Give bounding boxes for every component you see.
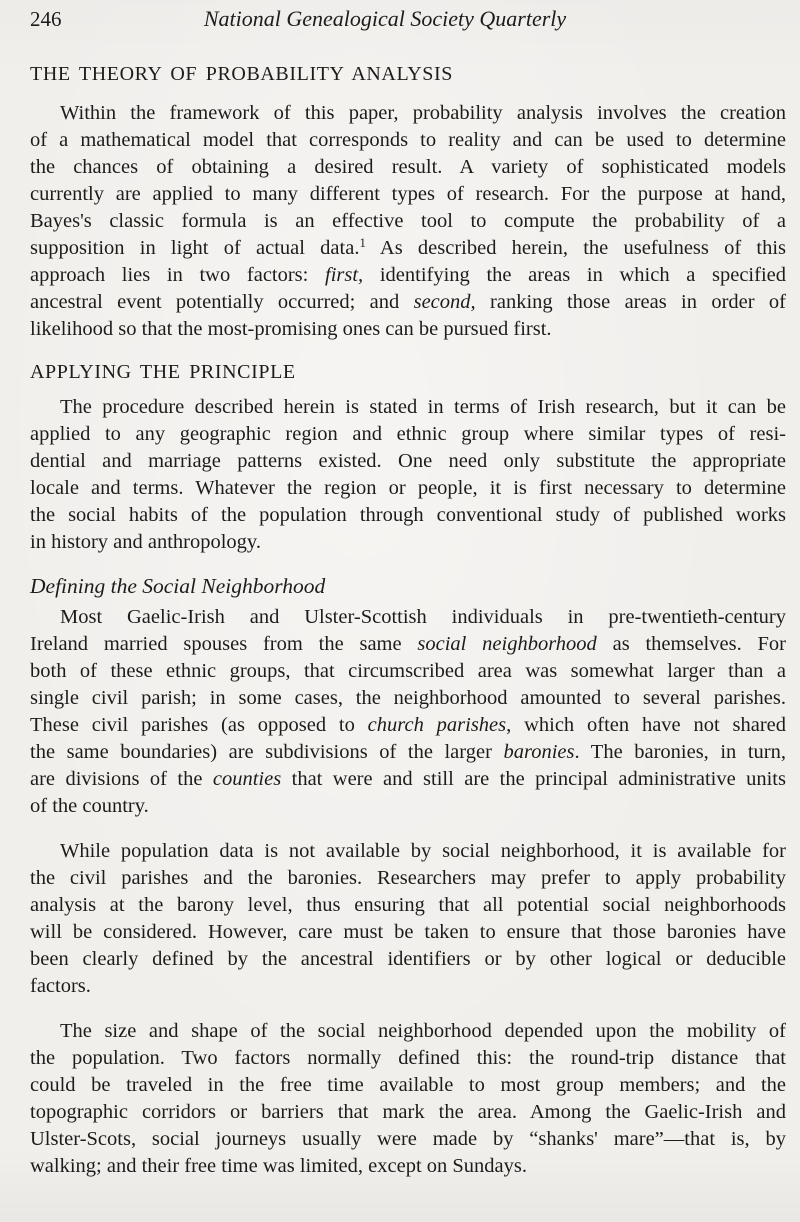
running-head (30, 6, 786, 34)
text-line: the same boundaries) are subdivisions of the larger baronies. The baronies, in turn, (30, 741, 786, 763)
text-line: The procedure described herein is stated in terms of Irish research, but it can be (60, 396, 786, 418)
page-number: 246 (30, 7, 62, 31)
text-line: both of these ethnic groups, that circumscribed area was somewhat larger than a (30, 660, 786, 682)
text-line: These civil parishes (as opposed to church parishes, which often have not shared (30, 714, 786, 736)
text-line: been clearly defined by the ancestral identifiers or by other logical or deducible (30, 948, 786, 970)
paragraph (30, 394, 786, 556)
text-line: topographic corridors or barriers that mark the area. Among the Gaelic-Irish and (30, 1101, 786, 1123)
text-line: Ireland married spouses from the same social neighborhood as themselves. For (30, 633, 786, 655)
article-column (30, 6, 786, 1180)
text-line: dential and marriage patterns existed. One need only substitute the appropriate (30, 450, 786, 472)
text-line: applied to any geographic region and ethnic group where similar types of resi- (30, 423, 786, 445)
text-line: Ulster-Scots, social journeys usually were made by “shanks' mare”—that is, by (30, 1128, 786, 1150)
text-line: the population. Two factors normally defined this: the round-trip distance that (30, 1047, 786, 1069)
text-line: could be traveled in the free time available to most group members; and the (30, 1074, 786, 1096)
paragraph (30, 604, 786, 820)
text-line: analysis at the barony level, thus ensuring that all potential social neighborhoods (30, 894, 786, 916)
text-line: of the country. (30, 795, 149, 817)
text-line: supposition in light of actual data.$^1$ As described herein, the usefulness of this (30, 236, 787, 259)
text-line: While population data is not available by social neighborhood, it is available for (60, 840, 786, 862)
section-heading: THE THEORY OF PROBABILITY ANALYSIS (30, 63, 454, 85)
text-line: likelihood so that the most-promising ones can be pursued first. (30, 318, 552, 340)
text-line: Most Gaelic-Irish and Ulster-Scottish individuals in pre-twentieth-century (60, 606, 786, 628)
text-line: in history and anthropology. (30, 531, 261, 553)
text-line: currently are applied to many different types of research. For the purpose at hand, (30, 183, 786, 205)
text-line: ancestral event potentially occurred; and second, ranking those areas in order of (30, 291, 786, 313)
paragraph (30, 1018, 786, 1180)
paragraph (30, 838, 786, 1000)
text-line: The size and shape of the social neighborhood depended upon the mobility of (60, 1020, 786, 1042)
text-line: locale and terms. Whatever the region or people, it is first necessary to determine (30, 477, 786, 499)
text-line: factors. (30, 975, 91, 997)
paragraph (30, 100, 786, 343)
text-line: the social habits of the population through conventional study of published works (30, 504, 786, 526)
text-line: single civil parish; in some cases, the neighborhood amounted to several parishes. (30, 687, 786, 709)
text-line: the civil parishes and the baronies. Researchers may prefer to apply probability (30, 867, 786, 889)
journal-title: National Genealogical Society Quarterly (203, 6, 567, 31)
section-heading: Defining the Social Neighborhood (30, 574, 326, 598)
text-line: Bayes's classic formula is an effective tool to compute the probability of a (30, 210, 786, 232)
text-line: the chances of obtaining a desired result. A variety of sophisticated models (30, 156, 786, 178)
text-line: of a mathematical model that corresponds to reality and can be used to determine (30, 129, 786, 151)
text-line: will be considered. However, care must be taken to ensure that those baronies have (30, 921, 786, 943)
document-body (30, 63, 786, 1180)
text-line: Within the framework of this paper, probability analysis involves the creation (60, 102, 786, 124)
text-line: are divisions of the counties that were and still are the principal administrative units (30, 768, 786, 790)
text-line: approach lies in two factors: first, identifying the areas in which a specified (30, 264, 786, 286)
section-heading: APPLYING THE PRINCIPLE (30, 361, 296, 383)
text-line: walking; and their free time was limited, except on Sundays. (30, 1155, 527, 1177)
